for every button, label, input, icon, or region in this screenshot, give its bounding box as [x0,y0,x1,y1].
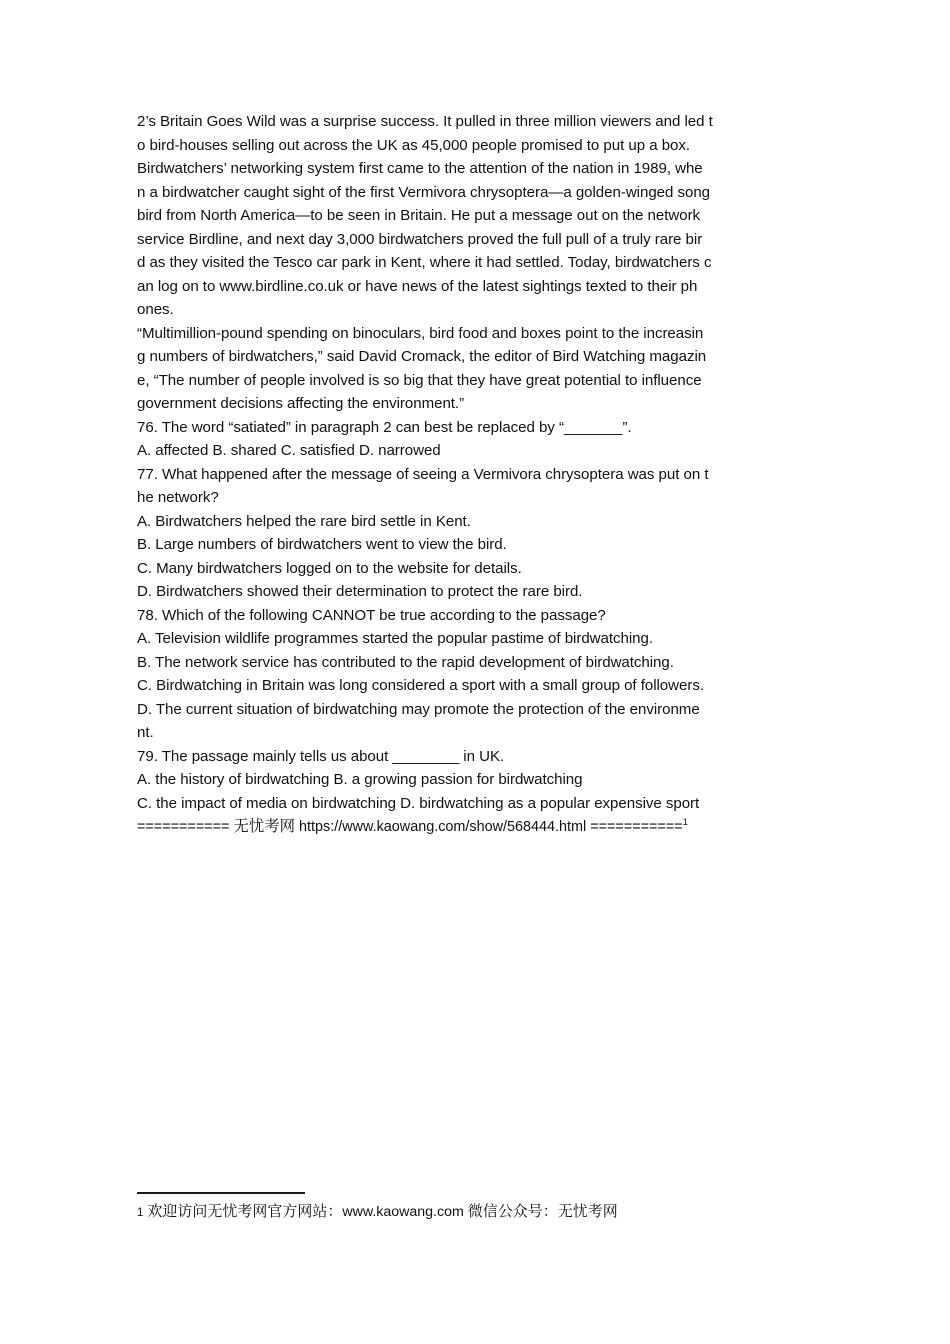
body-line: “Multimillion-pound spending on binoculars, bird food and boxes point to the increasin [137,324,704,342]
question-78-option-b: B. The network service has contributed to the rapid development of birdwatching. [137,653,674,671]
question-77-option-a: A. Birdwatchers helped the rare bird settle in Kent. [137,512,471,530]
body-line: Birdwatchers’ networking system first came to the attention of the nation in 1989, whe [137,160,703,177]
watermark-line [137,815,819,840]
question-77-option-b: B. Large numbers of birdwatchers went to view the bird. [137,536,507,553]
body-line: an log on to www.birdline.co.uk or have news of the latest sightings texted to their ph [137,277,698,295]
question-76: 76. The word “satiated” in paragraph 2 can best be replaced by “_______”. [137,418,632,436]
watermark-equals-left: =========== [137,819,230,835]
body-line: government decisions affecting the environment.” [137,395,465,412]
footnote-reference-marker: 1 [682,817,688,829]
body-line: 2’s Britain Goes Wild was a surprise success. It pulled in three million viewers and led t [137,113,713,130]
page-footnote [137,1192,819,1223]
body-line: e, “The number of people involved is so big that they have great potential to influence [137,371,702,389]
question-78: 78. Which of the following CANNOT be true according to the passage? [137,606,606,624]
footnote-number: 1 [137,1207,144,1219]
footnote-cjk-suffix: 微信公众号：无忧考网 [467,1202,618,1220]
body-line: service Birdline, and next day 3,000 birdwatchers proved the full pull of a truly rare bir [137,230,703,248]
body-line: g numbers of birdwatchers,” said David Cromack, the editor of Bird Watching magazin [137,348,707,365]
body-line: o bird-houses selling out across the UK as 45,000 people promised to put up a box. [137,136,691,154]
question-77: 77. What happened after the message of seeing a Vermivora chrysoptera was put on t [137,465,709,483]
question-78-option-a: A. Television wildlife programmes started the popular pastime of birdwatching. [137,630,653,647]
question-77-option-d: D. Birdwatchers showed their determination to protect the rare bird. [137,583,583,600]
watermark-site-name: 无忧考网 [233,817,296,835]
footnote-content [137,1201,819,1223]
question-78-option-d: D. The current situation of birdwatching may promote the protection of the environme [137,700,700,718]
question-79: 79. The passage mainly tells us about ________ in UK. [137,747,505,765]
footnote-separator-rule [137,1192,305,1194]
document-body [137,110,819,840]
footnote-url: www.kaowang.com [342,1204,464,1220]
body-line: ones. [137,301,174,318]
body-line: bird from North America—to be seen in Britain. He put a message out on the network [137,207,701,224]
question-78-option-c: C. Birdwatching in Britain was long considered a sport with a small group of followers. [137,677,704,694]
question-79-options-ab: A. the history of birdwatching B. a growing passion for birdwatching [137,771,583,788]
watermark-equals-right: =========== [590,819,683,835]
question-79-options-cd: C. the impact of media on birdwatching D. birdwatching as a popular expensive sport [137,794,700,812]
body-line: d as they visited the Tesco car park in Kent, where it had settled. Today, birdwatchers c [137,254,712,271]
footnote-cjk-prefix: 欢迎访问无忧考网官方网站： [147,1202,343,1220]
question-76-options: A. affected B. shared C. satisfied D. narrowed [137,442,441,459]
question-77-cont: he network? [137,489,219,506]
question-78-option-d-cont: nt. [137,724,154,741]
watermark-url: https://www.kaowang.com/show/568444.html [299,819,587,835]
question-77-option-c: C. Many birdwatchers logged on to the website for details. [137,559,522,577]
body-line: n a birdwatcher caught sight of the first Vermivora chrysoptera—a golden-winged song [137,183,711,201]
